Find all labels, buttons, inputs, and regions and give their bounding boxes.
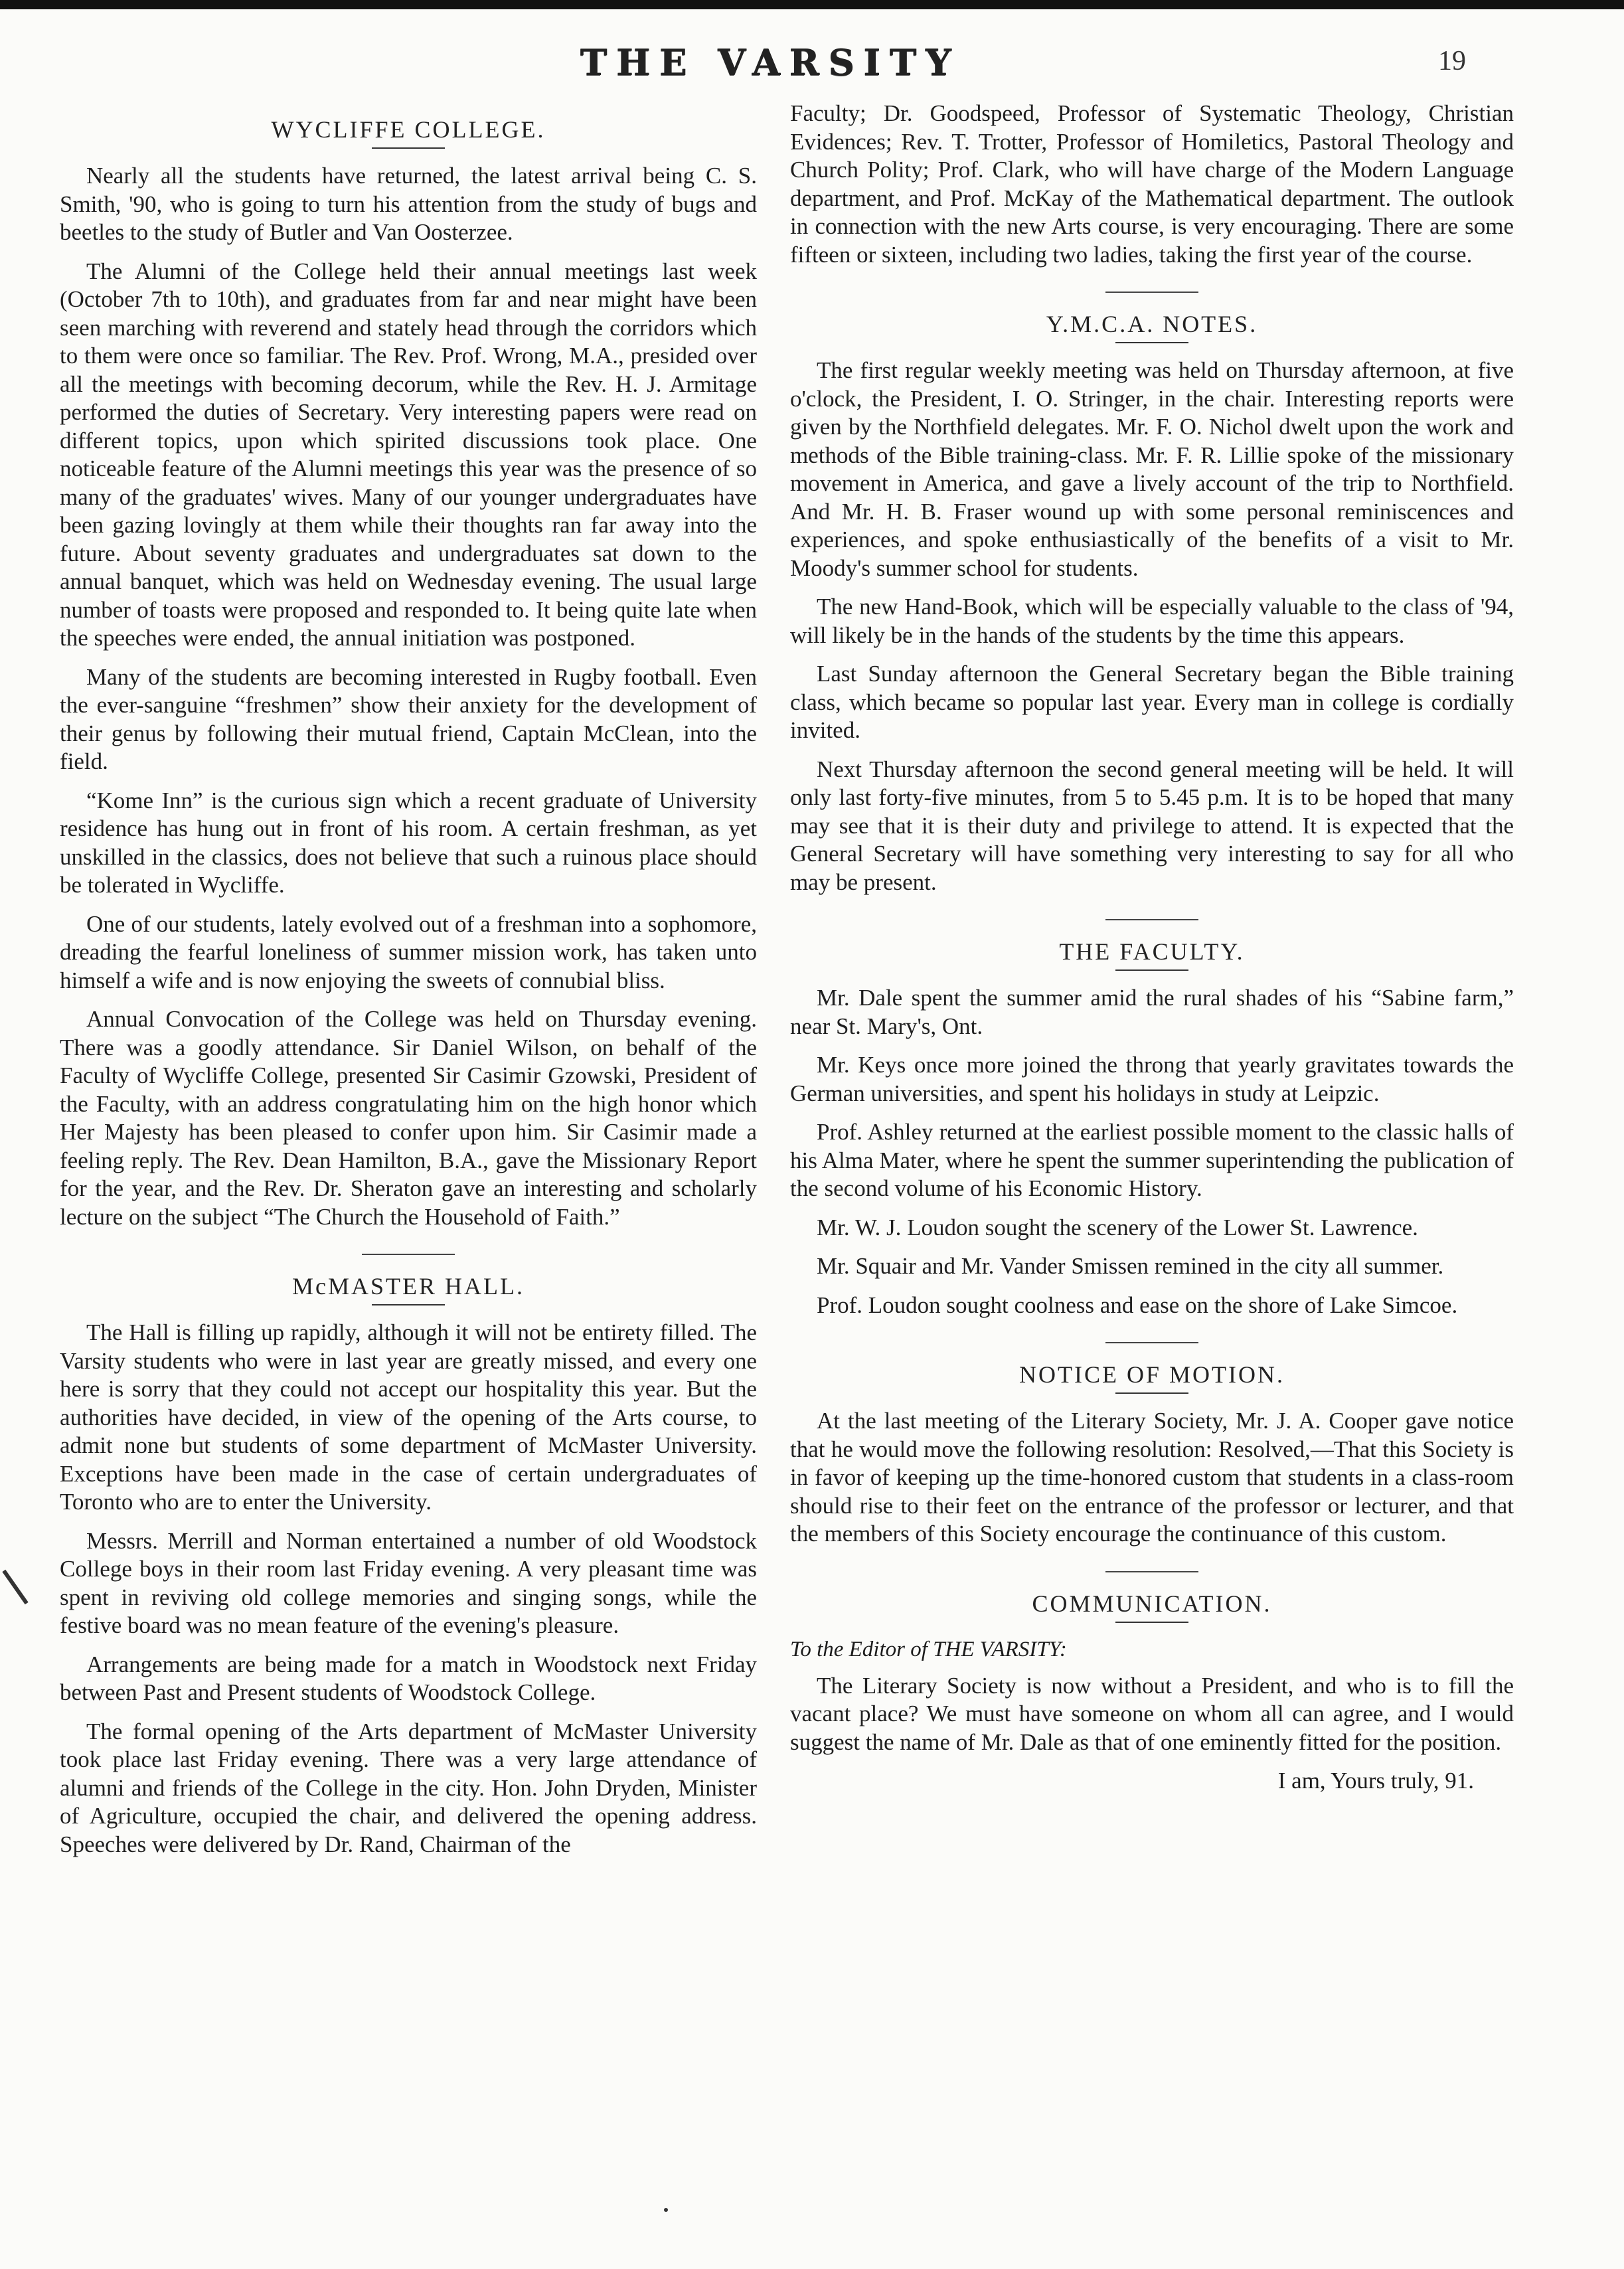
paragraph: Mr. Dale spent the summer amid the rural shades of his “Sabine farm,” near St. Mary's, Ont. bbox=[790, 985, 1514, 1039]
paragraph: The Literary Society is now without a President, and who is to fill the vacant place? We must have someone on whom all can agree, and I would suggest the name of Mr. Dale as that of one eminently fitted for the position. bbox=[790, 1672, 1514, 1755]
left-column bbox=[60, 100, 757, 1869]
section-divider bbox=[1105, 919, 1198, 920]
paragraph: “Kome Inn” is the curious sign which a recent graduate of University residence has hung out in front of his room. A certain freshman, as yet unskilled in the classics, does not believe that such a ruinous place should be tolerated in Wycliffe. bbox=[60, 787, 757, 898]
section-title-ymca: Y.M.C.A. NOTES. bbox=[1046, 311, 1258, 337]
title-underline bbox=[1115, 342, 1188, 343]
section-divider bbox=[1105, 1571, 1198, 1572]
paragraph: The formal opening of the Arts department of McMaster University took place last Friday evening. There was a very large attendance of alumni and friends of the College in the city. Hon. John Dryden, Minister of Agriculture, occupied the chair, and delivered the opening address. Speeches were delivered by Dr. Rand, Chairman of the bbox=[60, 1718, 757, 1857]
letter-signature: I am, Yours truly, 91. bbox=[1277, 1768, 1474, 1794]
section-divider bbox=[1105, 1342, 1198, 1343]
section-title-faculty: THE FACULTY. bbox=[1059, 938, 1245, 965]
section-title-wycliffe: WYCLIFFE COLLEGE. bbox=[271, 116, 546, 143]
right-column bbox=[790, 100, 1514, 1795]
continued-paragraph: Faculty; Dr. Goodspeed, Professor of Systematic Theology, Christian Evidences; Rev. T. Trotter, Professor of Homiletics, Pastoral Theology and Church Polity; Prof. Clark, who will have charge of the Modern Language department, and Prof. McKay of the Mathematical department. The outlook in connection with the new Arts course, is very encouraging. There are some fifteen or sixteen, including two ladies, taking the first year of the course. bbox=[790, 100, 1514, 268]
paragraph: The Alumni of the College held their annual meetings last week (October 7th to 10th), and graduates from far and near might have been seen marching with reverend and stately head through the corridors which to them were once so familiar. The Rev. Prof. Wrong, M.A., presided over all the meetings with becoming decorum, while the Rev. H. J. Armitage performed the duties of Secretary. Very interesting papers were read on different topics, upon which spirited discussions took place. One noticeable feature of the Alumni meetings this year was the presence of so many of the graduates' wives. Many of our younger undergraduates have been gazing lovingly at them while their thoughts ran far away into the future. About seventy graduates and undergraduates sat down to the annual banquet, which was held on Wednesday evening. The usual large number of toasts were proposed and responded to. It being quite late when the speeches were ended, the annual initiation was postponed. bbox=[60, 258, 757, 651]
paragraph: The new Hand-Book, which will be especially valuable to the class of '94, will likely be in the hands of the students by the time this appears. bbox=[790, 594, 1514, 648]
title-underline bbox=[1115, 1392, 1188, 1394]
title-underline bbox=[1115, 1622, 1188, 1623]
title-underline bbox=[372, 147, 445, 149]
paragraph: Arrangements are being made for a match in Woodstock next Friday between Past and Present students of Woodstock College. bbox=[60, 1651, 757, 1705]
paragraph: Prof. Ashley returned at the earliest possible moment to the classic halls of his Alma Mater, where he spent the summer superintending the publication of the second volume of his Economic History. bbox=[790, 1119, 1514, 1201]
title-underline bbox=[1115, 969, 1188, 971]
section-divider bbox=[1105, 292, 1198, 293]
paragraph: Mr. Keys once more joined the throng that yearly gravitates towards the German universities, and spent his holidays in study at Leipzic. bbox=[790, 1052, 1514, 1106]
masthead bbox=[0, 41, 1624, 88]
paragraph: Prof. Loudon sought coolness and ease on the shore of Lake Simcoe. bbox=[817, 1292, 1458, 1318]
section-title-notice: NOTICE OF MOTION. bbox=[1019, 1361, 1285, 1388]
paragraph: Next Thursday afternoon the second general meeting will be held. It will only last forty-five minutes, from 5 to 5.45 p.m. It is to be hoped that many may see that it is their duty and privilege to attend. It is expected that the General Secretary will have something very interesting to say for all who may be present. bbox=[790, 756, 1514, 895]
paragraph: Many of the students are becoming interested in Rugby football. Even the ever-sanguine “freshmen” show their anxiety for the development of their genus by following their mutual friend, Captain McClean, into the field. bbox=[60, 663, 757, 774]
paragraph: The Hall is filling up rapidly, although it will not be entirety filled. The Varsity students who were in last year are greatly missed, and every one here is sorry that they could not accept our hospitality this year. But the authorities have decided, in view of the opening of the Arts course, to admit none but students of some department of McMaster University. Exceptions have been made in the case of certain undergraduates of Toronto who are to enter the University. bbox=[60, 1319, 757, 1515]
paragraph: Mr. Squair and Mr. Vander Smissen remined in the city all summer. bbox=[817, 1253, 1444, 1279]
section-title-communication: COMMUNICATION. bbox=[1032, 1590, 1272, 1617]
paragraph: At the last meeting of the Literary Society, Mr. J. A. Cooper gave notice that he would move the following resolution: Resolved,—That this Society is in favor of keeping up the time-honored custom that students in a class-room should rise to their feet on the entrance of the professor or lecturer, and that the members of this Society encourage the continuance of this custom. bbox=[790, 1408, 1514, 1547]
section-title-mcmaster: McMASTER HALL. bbox=[292, 1273, 525, 1300]
newspaper-title: THE VARSITY bbox=[580, 41, 961, 84]
margin-mark bbox=[2, 1570, 28, 1605]
paragraph: One of our students, lately evolved out of a freshman into a sophomore, dreading the fearful loneliness of summer mission work, has taken unto himself a wife and is now enjoying the sweets of connubial bliss. bbox=[60, 910, 757, 993]
top-border-rule bbox=[0, 0, 1624, 9]
paragraph: Annual Convocation of the College was held on Thursday evening. There was a goodly attendance. Sir Daniel Wilson, on behalf of the Faculty of Wycliffe College, presented Sir Casimir Gzowski, President of the Faculty, with an address congratulating him on the high honor which Her Majesty has been pleased to confer upon him. Sir Casimir made a feeling reply. The Rev. Dean Hamilton, B.A., gave the Missionary Report for the year, and the Rev. Dr. Sheraton gave an interesting and scholarly lecture on the subject “The Church the Household of Faith.” bbox=[60, 1006, 757, 1230]
paragraph: Last Sunday afternoon the General Secretary began the Bible training class, which became so popular last year. Every man in college is cordially invited. bbox=[790, 661, 1514, 743]
page-number: 19 bbox=[1438, 46, 1466, 76]
paragraph: Nearly all the students have returned, the latest arrival being C. S. Smith, '90, who is going to turn his attention from the study of bugs and beetles to the study of Butler and Van Oosterzee. bbox=[60, 163, 757, 245]
paragraph: Mr. W. J. Loudon sought the scenery of the Lower St. Lawrence. bbox=[817, 1214, 1418, 1240]
letter-salutation: To the Editor of THE VARSITY: bbox=[790, 1637, 1067, 1661]
title-underline bbox=[372, 1304, 445, 1305]
section-divider bbox=[362, 1254, 455, 1255]
paragraph: Messrs. Merrill and Norman entertained a number of old Woodstock College boys in their room last Friday evening. A very pleasant time was spent in reviving old college memories and singing songs, while the festive board was no mean feature of the evening's pleasure. bbox=[60, 1527, 757, 1638]
paragraph: The first regular weekly meeting was held on Thursday afternoon, at five o'clock, the President, I. O. Stringer, in the chair. Interesting reports were given by the Northfield delegates. Mr. F. O. Nichol dwelt upon the work and methods of the Bible training-class. Mr. F. R. Lillie spoke of the missionary movement in America, and gave a lively account of the trip to Northfield. And Mr. H. B. Fraser wound up with some personal reminiscences and experiences, and spoke enthusiastically of the benefits of a visit to Mr. Moody's summer school for students. bbox=[790, 357, 1514, 581]
print-speck bbox=[664, 2208, 668, 2212]
